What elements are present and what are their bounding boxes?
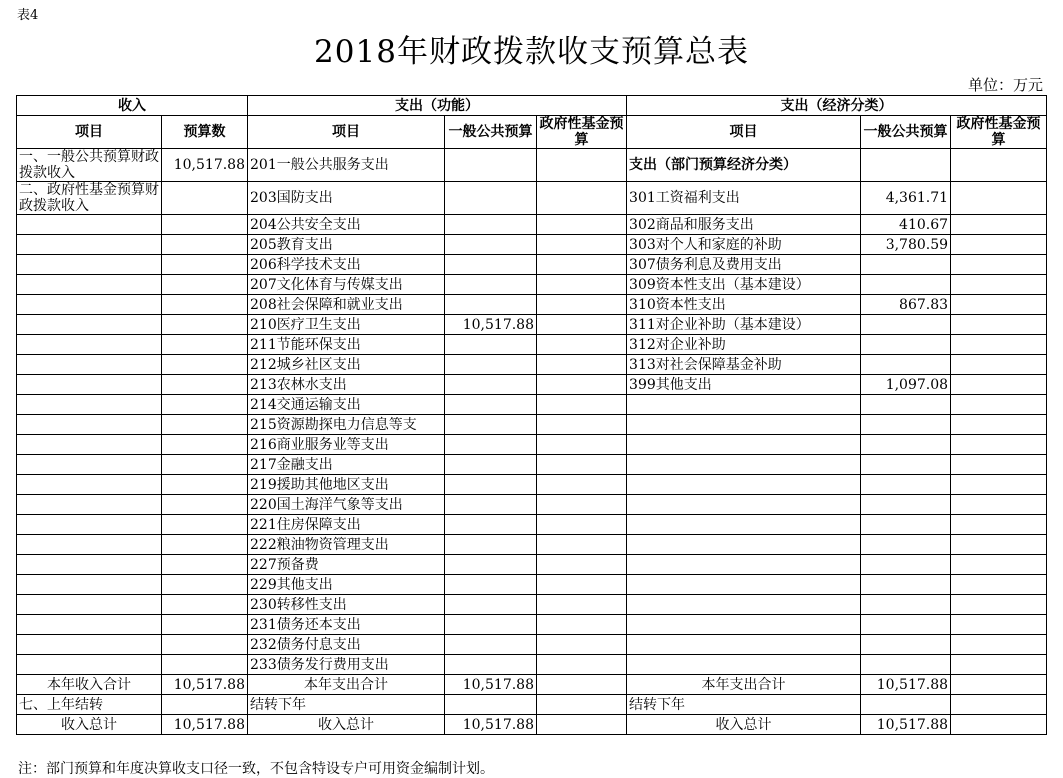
func-general: [445, 215, 537, 235]
econ-general: [861, 475, 951, 495]
income-value: [162, 255, 248, 275]
econ-group-header: 支出（经济分类）: [627, 96, 1047, 116]
income-item: [17, 455, 162, 475]
grand-econ-general: 10,517.88: [861, 715, 951, 735]
table-row: [17, 555, 1047, 575]
table-row: [17, 275, 1047, 295]
econ-fund: [951, 182, 1047, 215]
econ-general: [861, 515, 951, 535]
func-general-header: 一般公共预算: [445, 116, 537, 149]
func-fund: [537, 255, 627, 275]
table-row: [17, 315, 1047, 335]
econ-item: [627, 535, 861, 555]
income-value: [162, 395, 248, 415]
econ-fund: [951, 615, 1047, 635]
econ-general: [861, 415, 951, 435]
econ-item: 312对企业补助: [627, 335, 861, 355]
income-value: [162, 182, 248, 215]
econ-fund: [951, 555, 1047, 575]
econ-fund: [951, 275, 1047, 295]
econ-fund: [951, 475, 1047, 495]
func-general: [445, 475, 537, 495]
func-item: 208社会保障和就业支出: [248, 295, 445, 315]
func-fund: [537, 335, 627, 355]
func-fund: [537, 355, 627, 375]
table-body: [17, 149, 1047, 675]
econ-item: [627, 415, 861, 435]
econ-general: [861, 315, 951, 335]
econ-item: 313对社会保障基金补助: [627, 355, 861, 375]
table-row: [17, 495, 1047, 515]
income-item-header: 项目: [17, 116, 162, 149]
income-item: [17, 535, 162, 555]
func-general: [445, 435, 537, 455]
carry-row: [17, 695, 1047, 715]
table-row: [17, 395, 1047, 415]
func-general: [445, 375, 537, 395]
income-item: [17, 235, 162, 255]
table-row: [17, 295, 1047, 315]
table-row: [17, 655, 1047, 675]
econ-fund: [951, 255, 1047, 275]
econ-general: 410.67: [861, 215, 951, 235]
table-row: [17, 435, 1047, 455]
econ-item: [627, 455, 861, 475]
table-row: [17, 595, 1047, 615]
func-total-label: 本年支出合计: [248, 675, 445, 695]
income-item: 二、政府性基金预算财政拨款收入: [17, 182, 162, 215]
func-fund: [537, 535, 627, 555]
func-item: 211节能环保支出: [248, 335, 445, 355]
econ-item: [627, 515, 861, 535]
econ-item: 310资本性支出: [627, 295, 861, 315]
func-fund: [537, 275, 627, 295]
grand-total-row: [17, 715, 1047, 735]
econ-item: [627, 555, 861, 575]
econ-fund: [951, 495, 1047, 515]
func-general: [445, 555, 537, 575]
econ-general: [861, 455, 951, 475]
func-item: 206科学技术支出: [248, 255, 445, 275]
income-item: [17, 355, 162, 375]
income-value: [162, 415, 248, 435]
econ-item: [627, 495, 861, 515]
income-value: [162, 335, 248, 355]
econ-fund: [951, 595, 1047, 615]
econ-item: 301工资福利支出: [627, 182, 861, 215]
table-row: [17, 475, 1047, 495]
income-value: [162, 555, 248, 575]
grand-func-fund: [537, 715, 627, 735]
carry-out-econ-label: 结转下年: [627, 695, 861, 715]
income-value: [162, 355, 248, 375]
econ-item: [627, 595, 861, 615]
income-budget-header: 预算数: [162, 116, 248, 149]
econ-fund: [951, 395, 1047, 415]
carry-in-value: [162, 695, 248, 715]
income-total-label: 本年收入合计: [17, 675, 162, 695]
grand-func-general: 10,517.88: [445, 715, 537, 735]
func-item: 230转移性支出: [248, 595, 445, 615]
func-general: [445, 595, 537, 615]
func-fund: [537, 395, 627, 415]
income-item: [17, 575, 162, 595]
table-row: [17, 235, 1047, 255]
func-fund: [537, 475, 627, 495]
income-item: [17, 395, 162, 415]
econ-item: [627, 475, 861, 495]
table-row: [17, 635, 1047, 655]
income-value: [162, 535, 248, 555]
income-value: [162, 515, 248, 535]
func-fund: [537, 415, 627, 435]
func-item: 222粮油物资管理支出: [248, 535, 445, 555]
func-fund: [537, 495, 627, 515]
income-value: [162, 295, 248, 315]
carry-out-func-label: 结转下年: [248, 695, 445, 715]
func-item: 219援助其他地区支出: [248, 475, 445, 495]
func-general: 10,517.88: [445, 315, 537, 335]
income-item: [17, 275, 162, 295]
func-general: [445, 275, 537, 295]
func-item: 232债务付息支出: [248, 635, 445, 655]
func-item: 203国防支出: [248, 182, 445, 215]
econ-general: [861, 575, 951, 595]
carry-out-econ-fund: [951, 695, 1047, 715]
econ-general: [861, 149, 951, 182]
income-value: [162, 495, 248, 515]
econ-item: 311对企业补助（基本建设）: [627, 315, 861, 335]
income-value: [162, 215, 248, 235]
func-item: 207文化体育与传媒支出: [248, 275, 445, 295]
carry-in-label: 七、上年结转: [17, 695, 162, 715]
table-row: [17, 355, 1047, 375]
econ-item: 307债务利息及费用支出: [627, 255, 861, 275]
econ-fund: [951, 635, 1047, 655]
func-general: [445, 255, 537, 275]
func-fund: [537, 149, 627, 182]
econ-item: 支出（部门预算经济分类）: [627, 149, 861, 182]
header-row-columns: [17, 116, 1047, 149]
income-group-header: 收入: [17, 96, 248, 116]
econ-general: [861, 255, 951, 275]
econ-fund: [951, 335, 1047, 355]
econ-item: 309资本性支出（基本建设）: [627, 275, 861, 295]
income-item: [17, 315, 162, 335]
func-item: 210医疗卫生支出: [248, 315, 445, 335]
income-item: [17, 655, 162, 675]
econ-item: [627, 575, 861, 595]
table-row: [17, 335, 1047, 355]
func-general: [445, 182, 537, 215]
func-fund: [537, 635, 627, 655]
unit-label: 单位：万元: [967, 76, 1043, 94]
econ-general: [861, 355, 951, 375]
income-value: [162, 235, 248, 255]
func-fund: [537, 295, 627, 315]
func-general: [445, 455, 537, 475]
econ-total-fund: [951, 675, 1047, 695]
econ-fund: [951, 435, 1047, 455]
income-item: [17, 475, 162, 495]
func-total-general: 10,517.88: [445, 675, 537, 695]
econ-fund: [951, 655, 1047, 675]
econ-fund: [951, 315, 1047, 335]
table-row: [17, 615, 1047, 635]
econ-fund-header: 政府性基金预算: [951, 116, 1047, 149]
func-total-fund: [537, 675, 627, 695]
table-row: [17, 149, 1047, 182]
grand-func-label: 收入总计: [248, 715, 445, 735]
func-fund: [537, 375, 627, 395]
econ-fund: [951, 215, 1047, 235]
budget-table: [16, 95, 1047, 735]
func-fund: [537, 615, 627, 635]
income-item: [17, 495, 162, 515]
econ-general: 1,097.08: [861, 375, 951, 395]
func-general: [445, 635, 537, 655]
carry-out-econ-general: [861, 695, 951, 715]
income-value: [162, 615, 248, 635]
income-value: 10,517.88: [162, 149, 248, 182]
func-fund: [537, 515, 627, 535]
econ-item: [627, 615, 861, 635]
econ-general: [861, 555, 951, 575]
func-item: 216商业服务业等支出: [248, 435, 445, 455]
func-item: 214交通运输支出: [248, 395, 445, 415]
func-fund: [537, 655, 627, 675]
econ-item: [627, 395, 861, 415]
func-general: [445, 575, 537, 595]
econ-item: 302商品和服务支出: [627, 215, 861, 235]
econ-general: [861, 395, 951, 415]
func-item: 221住房保障支出: [248, 515, 445, 535]
econ-fund: [951, 295, 1047, 315]
econ-item: [627, 635, 861, 655]
func-general: [445, 149, 537, 182]
func-fund: [537, 435, 627, 455]
income-item: [17, 635, 162, 655]
income-item: [17, 415, 162, 435]
func-general: [445, 615, 537, 635]
econ-general-header: 一般公共预算: [861, 116, 951, 149]
func-item: 220国土海洋气象等支出: [248, 495, 445, 515]
income-item: [17, 435, 162, 455]
func-fund: [537, 455, 627, 475]
header-row-groups: [17, 96, 1047, 116]
table-row: [17, 375, 1047, 395]
func-general: [445, 495, 537, 515]
econ-general: [861, 435, 951, 455]
income-item: [17, 555, 162, 575]
econ-general: [861, 635, 951, 655]
func-item: 229其他支出: [248, 575, 445, 595]
func-fund: [537, 555, 627, 575]
income-item: [17, 255, 162, 275]
econ-general: [861, 495, 951, 515]
func-item: 227预备费: [248, 555, 445, 575]
func-fund: [537, 182, 627, 215]
econ-fund: [951, 375, 1047, 395]
econ-item: 399其他支出: [627, 375, 861, 395]
func-group-header: 支出（功能）: [248, 96, 627, 116]
econ-fund: [951, 235, 1047, 255]
table-row: [17, 182, 1047, 215]
econ-item-header: 项目: [627, 116, 861, 149]
econ-general: [861, 335, 951, 355]
grand-econ-label: 收入总计: [627, 715, 861, 735]
footnote: 注：部门预算和年度决算收支口径一致，不包含特设专户可用资金编制计划。: [18, 761, 494, 777]
func-item: 212城乡社区支出: [248, 355, 445, 375]
func-fund: [537, 235, 627, 255]
func-general: [445, 655, 537, 675]
income-item: 一、一般公共预算财政拨款收入: [17, 149, 162, 182]
table-row: [17, 255, 1047, 275]
econ-fund: [951, 415, 1047, 435]
income-value: [162, 275, 248, 295]
income-value: [162, 315, 248, 335]
econ-item: 303对个人和家庭的补助: [627, 235, 861, 255]
func-item: 213农林水支出: [248, 375, 445, 395]
econ-item: [627, 435, 861, 455]
func-general: [445, 515, 537, 535]
econ-fund: [951, 575, 1047, 595]
econ-total-label: 本年支出合计: [627, 675, 861, 695]
econ-fund: [951, 149, 1047, 182]
income-value: [162, 595, 248, 615]
func-general: [445, 355, 537, 375]
page-title: 2018年财政拨款收支预算总表: [314, 34, 749, 70]
func-fund: [537, 595, 627, 615]
econ-fund: [951, 535, 1047, 555]
econ-fund: [951, 355, 1047, 375]
table-row: [17, 455, 1047, 475]
income-item: [17, 515, 162, 535]
income-item: [17, 615, 162, 635]
income-item: [17, 335, 162, 355]
func-fund-header: 政府性基金预算: [537, 116, 627, 149]
income-value: [162, 655, 248, 675]
income-item: [17, 215, 162, 235]
income-total-value: 10,517.88: [162, 675, 248, 695]
econ-general: 867.83: [861, 295, 951, 315]
grand-income-label: 收入总计: [17, 715, 162, 735]
total-row: [17, 675, 1047, 695]
carry-out-func-general: [445, 695, 537, 715]
econ-fund: [951, 455, 1047, 475]
table-row: [17, 535, 1047, 555]
sheet-label: 表4: [17, 8, 39, 23]
func-fund: [537, 315, 627, 335]
income-item: [17, 375, 162, 395]
econ-general: [861, 275, 951, 295]
func-general: [445, 235, 537, 255]
grand-income-value: 10,517.88: [162, 715, 248, 735]
income-value: [162, 635, 248, 655]
func-item: 215资源勘探电力信息等支: [248, 415, 445, 435]
income-value: [162, 475, 248, 495]
func-item: 204公共安全支出: [248, 215, 445, 235]
func-general: [445, 335, 537, 355]
econ-general: 4,361.71: [861, 182, 951, 215]
table-row: [17, 515, 1047, 535]
func-item: 217金融支出: [248, 455, 445, 475]
func-fund: [537, 575, 627, 595]
func-general: [445, 535, 537, 555]
econ-fund: [951, 515, 1047, 535]
econ-item: [627, 655, 861, 675]
income-value: [162, 375, 248, 395]
econ-total-general: 10,517.88: [861, 675, 951, 695]
income-value: [162, 435, 248, 455]
income-value: [162, 455, 248, 475]
func-item: 201一般公共服务支出: [248, 149, 445, 182]
func-item: 233债务发行费用支出: [248, 655, 445, 675]
econ-general: [861, 655, 951, 675]
econ-general: 3,780.59: [861, 235, 951, 255]
econ-general: [861, 595, 951, 615]
func-item: 231债务还本支出: [248, 615, 445, 635]
func-general: [445, 415, 537, 435]
func-item: 205教育支出: [248, 235, 445, 255]
carry-out-func-fund: [537, 695, 627, 715]
table-row: [17, 575, 1047, 595]
table-row: [17, 215, 1047, 235]
grand-econ-fund: [951, 715, 1047, 735]
func-item-header: 项目: [248, 116, 445, 149]
income-item: [17, 295, 162, 315]
econ-general: [861, 615, 951, 635]
func-fund: [537, 215, 627, 235]
func-general: [445, 295, 537, 315]
table-row: [17, 415, 1047, 435]
func-general: [445, 395, 537, 415]
income-value: [162, 575, 248, 595]
econ-general: [861, 535, 951, 555]
income-item: [17, 595, 162, 615]
